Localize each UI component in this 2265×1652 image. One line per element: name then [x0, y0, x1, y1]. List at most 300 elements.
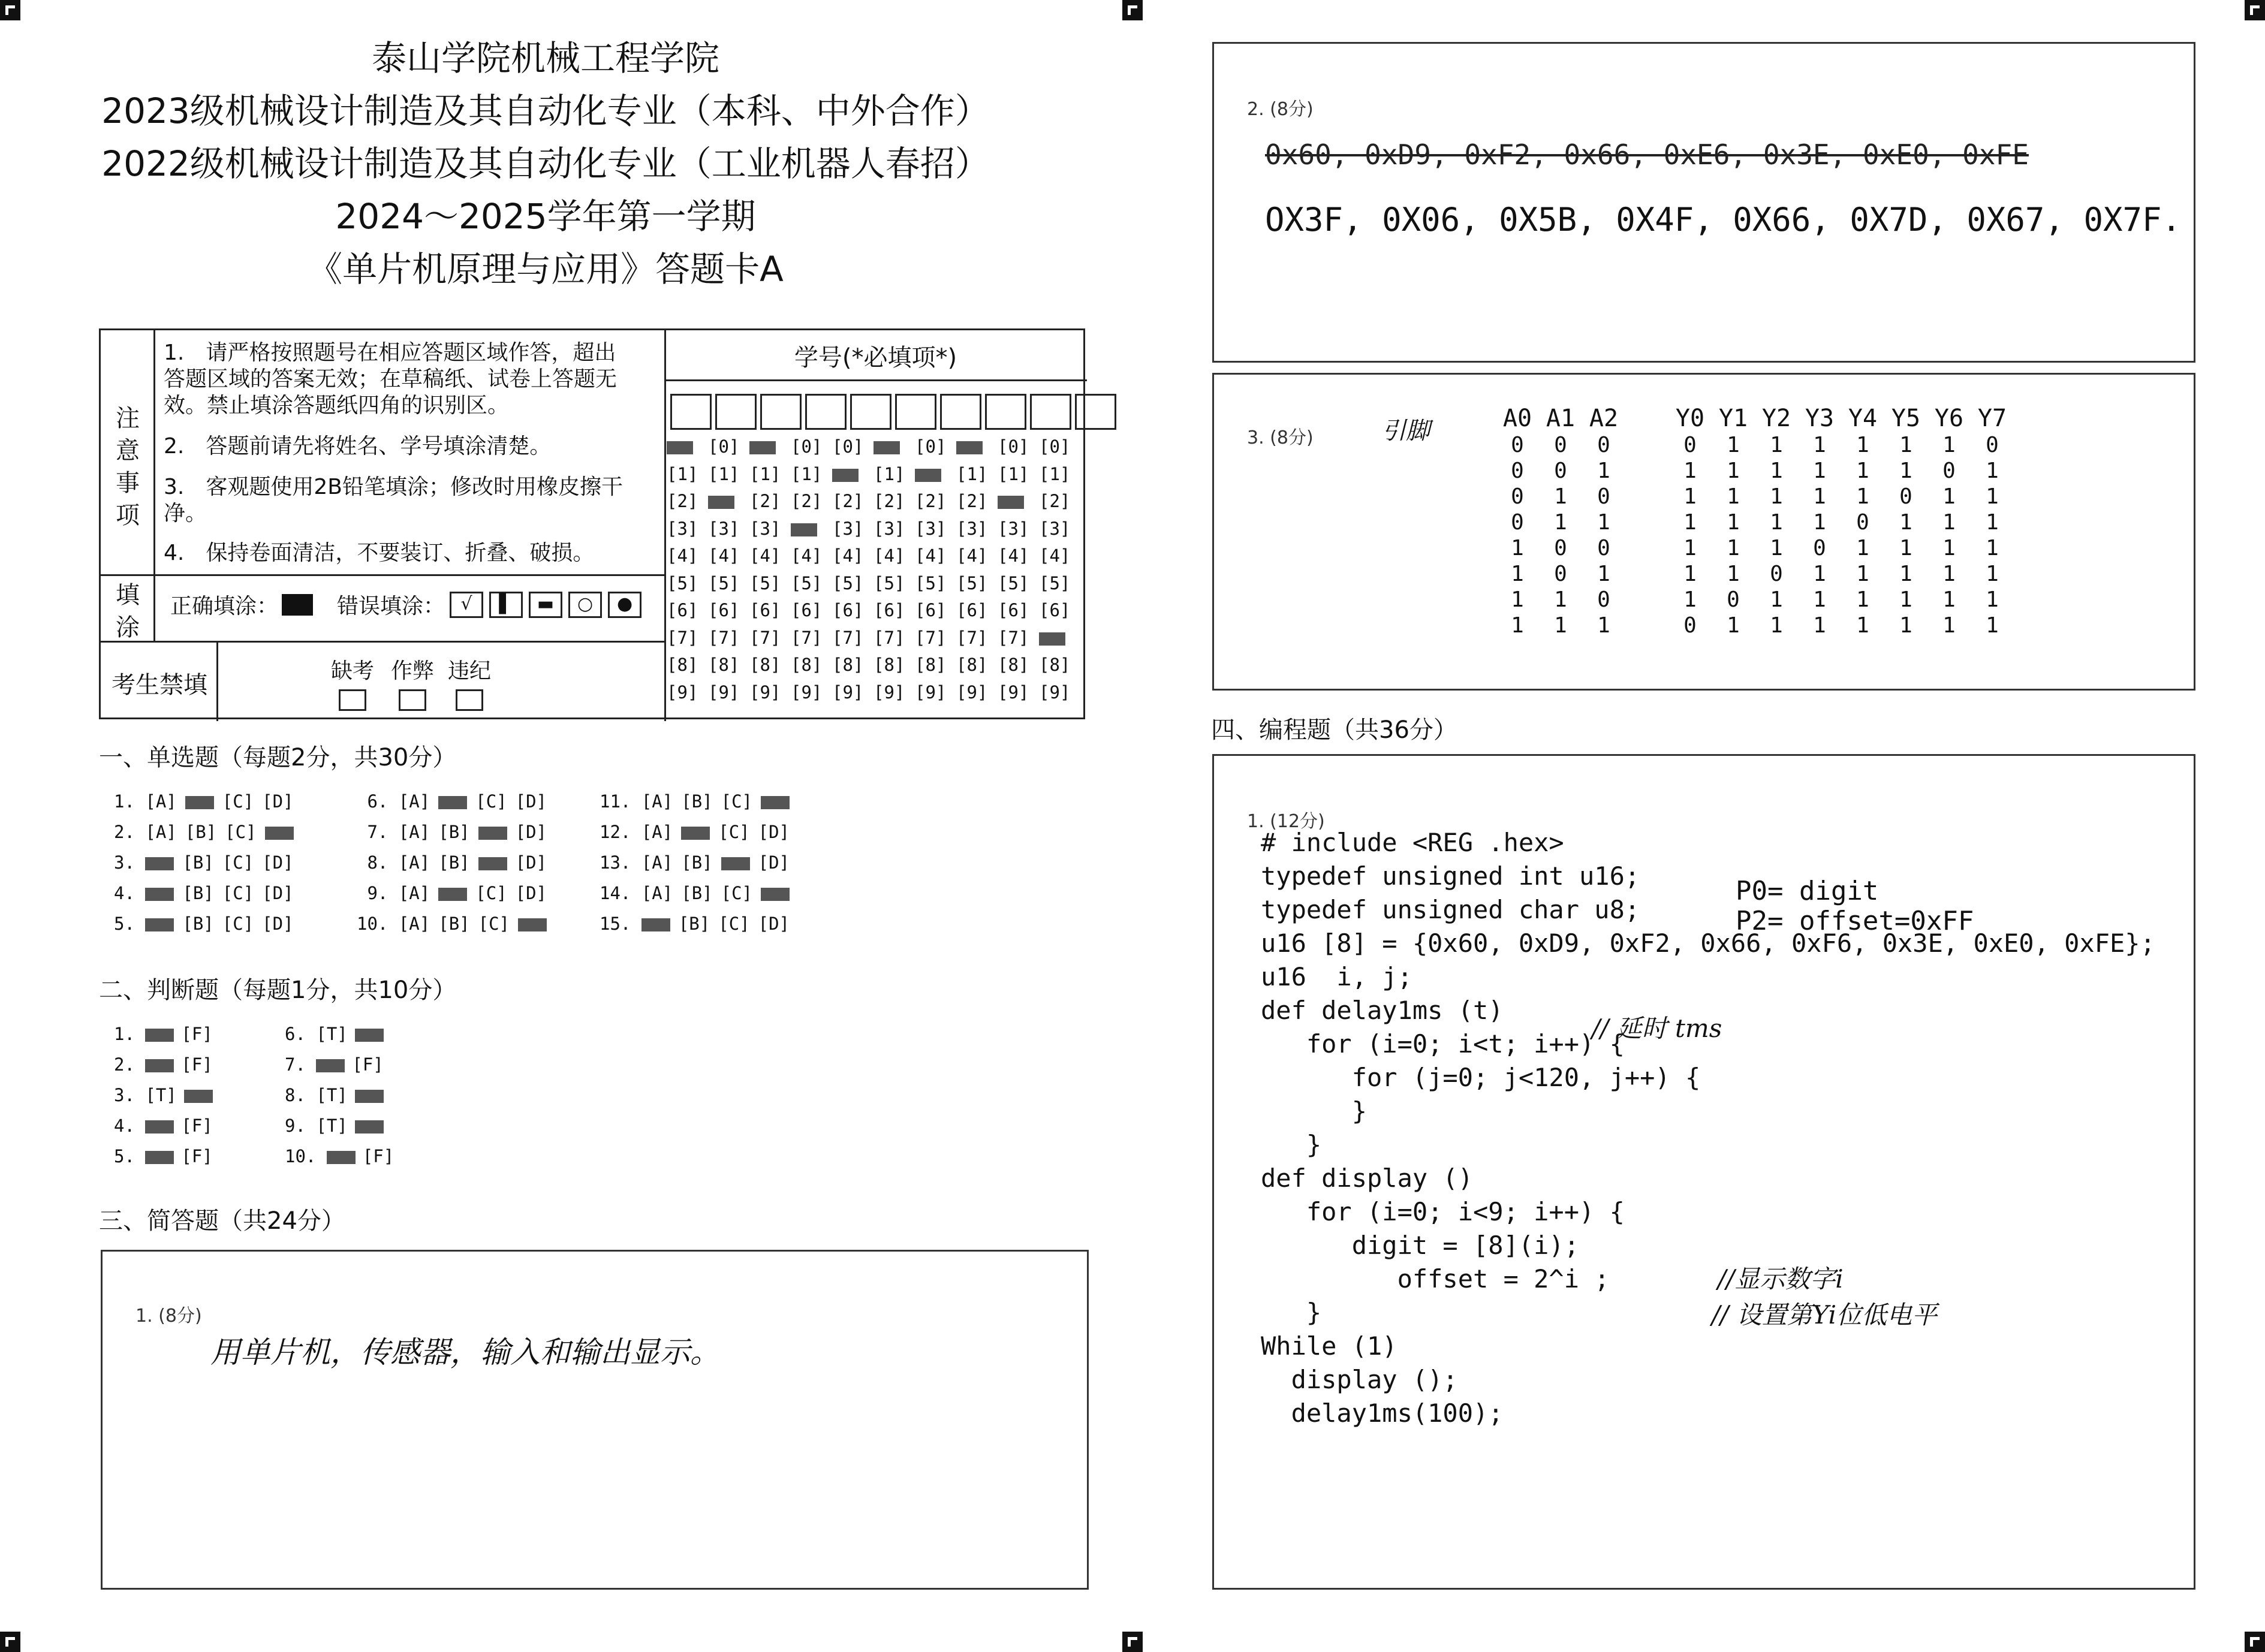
true-false-question-row	[285, 1054, 391, 1075]
option-bubble[interactable]: [C]	[478, 914, 510, 934]
option-bubble[interactable]: [F]	[181, 1024, 213, 1044]
choice-question-row	[114, 852, 302, 873]
option-bubble[interactable]: [A]	[398, 883, 430, 903]
student-id-bubble[interactable]: [4]	[998, 545, 1029, 566]
truth-table-cell: 1	[1856, 562, 1869, 586]
student-id-bubble[interactable]: [2]	[915, 491, 947, 511]
truth-table-cell: 1	[1813, 433, 1826, 457]
student-id-bubble[interactable]: [5]	[667, 572, 698, 593]
registration-mark-top-center	[1122, 0, 1143, 20]
section-programming: 四、编程题（共36分）	[1211, 716, 1457, 744]
student-id-bubble[interactable]: [6]	[956, 600, 988, 620]
filled-bubble-mark[interactable]	[761, 796, 790, 809]
truth-table-cell: 1	[1770, 484, 1783, 509]
student-id-bubble[interactable]: [7]	[667, 627, 698, 648]
filled-bubble-mark[interactable]	[145, 918, 174, 931]
student-id-bubble[interactable]: [9]	[667, 682, 698, 703]
option-bubble[interactable]: [F]	[362, 1146, 394, 1166]
question-number: 14.	[600, 883, 641, 903]
option-bubble[interactable]: [F]	[181, 1116, 213, 1136]
filled-bubble-mark[interactable]	[438, 796, 467, 809]
truth-table-cell: 1	[1942, 587, 1956, 612]
option-bubble[interactable]: [D]	[758, 914, 790, 934]
truth-table-cell: 1	[1770, 510, 1783, 535]
truth-table-cell: 1	[1986, 562, 1999, 586]
short-answer-2-text: OX3F, 0X06, 0X5B, 0X4F, 0X66, 0X7D, 0X67, 0X7F.	[1265, 201, 2182, 239]
truth-table-cell: 0	[1683, 433, 1697, 457]
student-id-bubble[interactable]	[998, 491, 1039, 518]
question-number: 6.	[285, 1024, 317, 1044]
true-false-question-row	[285, 1116, 391, 1136]
filled-bubble-mark[interactable]	[681, 827, 710, 840]
filled-bubble-mark[interactable]	[185, 796, 214, 809]
student-id-bubble[interactable]: [0]	[915, 436, 947, 457]
wrong-fill-sample-5: ●	[608, 592, 641, 618]
student-id-bubble[interactable]: [4]	[874, 545, 905, 566]
filled-bubble-mark[interactable]	[761, 888, 790, 901]
truth-table-cell: 1	[1770, 587, 1783, 612]
option-bubble[interactable]: [C]	[718, 822, 750, 842]
option-bubble[interactable]: [C]	[222, 852, 254, 873]
truth-table-cell: 1	[1554, 484, 1567, 509]
option-bubble[interactable]: [B]	[438, 822, 470, 842]
student-id-bubble[interactable]: [0]	[832, 436, 864, 457]
truth-table-row	[1496, 535, 2014, 561]
student-id-bubble[interactable]: [3]	[708, 518, 740, 539]
code-line: # include <REG .hex>	[1261, 828, 1564, 857]
truth-table-cell: 1	[1899, 510, 1912, 535]
wrong-fill-sample-1: √	[450, 592, 483, 618]
student-id-bubble[interactable]: [3]	[956, 518, 988, 539]
truth-table-cell: Y4	[1848, 405, 1878, 432]
choice-question-row	[600, 791, 798, 812]
option-bubble[interactable]: [A]	[145, 791, 177, 812]
option-bubble[interactable]: [B]	[182, 852, 214, 873]
student-id-bubble[interactable]: [8]	[915, 655, 947, 675]
section-single-choice: 一、单选题（每题2分，共30分）	[99, 744, 457, 771]
truth-table-cell: 1	[1813, 613, 1826, 638]
option-bubble[interactable]: [F]	[181, 1146, 213, 1166]
student-id-bubble[interactable]: [6]	[832, 600, 864, 620]
truth-table-cell: Y5	[1891, 405, 1921, 432]
comment-offset: // 设置第Yi位低电平	[1712, 1300, 1938, 1330]
student-id-bubble[interactable]: [4]	[708, 545, 740, 566]
filled-bubble-mark[interactable]	[721, 857, 750, 870]
filled-bubble-mark[interactable]	[145, 857, 174, 870]
notice-item-2: 2. 答题前请先将姓名、学号填涂清楚。	[164, 434, 552, 459]
option-bubble[interactable]: [B]	[678, 914, 710, 934]
student-id-bubble[interactable]: [1]	[956, 463, 988, 484]
question-number: 8.	[357, 852, 399, 873]
forbidden-opt-cheat[interactable]: 作弊	[382, 654, 442, 711]
truth-table-cell: 1	[1856, 484, 1869, 509]
filled-bubble-mark[interactable]	[316, 1059, 345, 1072]
student-id-bubble[interactable]	[708, 491, 749, 518]
code-line: delay1ms(100);	[1261, 1398, 1504, 1428]
question-number: 6.	[357, 791, 399, 812]
student-id-bubble[interactable]: [8]	[749, 655, 781, 675]
student-id-bubble[interactable]	[956, 436, 998, 464]
student-id-bubble[interactable]: [5]	[998, 572, 1029, 593]
student-id-bubble[interactable]: [6]	[667, 600, 698, 620]
option-bubble[interactable]: [B]	[182, 883, 214, 903]
short-answer-3-box	[1212, 373, 2195, 691]
student-id-bubble[interactable]: [8]	[998, 655, 1029, 675]
section-true-false: 二、判断题（每题1分，共10分）	[99, 976, 457, 1004]
truth-table-cell: 1	[1683, 484, 1697, 509]
option-bubble[interactable]: [C]	[222, 791, 254, 812]
option-bubble[interactable]: [B]	[681, 791, 713, 812]
student-id-bubble[interactable]: [4]	[791, 545, 823, 566]
student-id-bubble[interactable]: [6]	[791, 600, 823, 620]
student-id-bubble[interactable]: [5]	[791, 572, 823, 593]
student-id-bubble[interactable]: [9]	[832, 682, 864, 703]
filled-bubble-mark[interactable]	[145, 1151, 174, 1164]
student-id-bubble[interactable]: [7]	[708, 627, 740, 648]
student-id-bubble[interactable]: [1]	[749, 463, 781, 484]
filled-bubble-mark[interactable]	[518, 918, 547, 931]
option-bubble[interactable]: [T]	[316, 1116, 348, 1136]
correct-fill-label: 正确填涂：	[170, 594, 279, 619]
student-id-bubble[interactable]: [9]	[874, 682, 905, 703]
truth-table-cell: 1	[1856, 587, 1869, 612]
truth-table-cell: 0	[1511, 484, 1524, 509]
option-bubble[interactable]: [C]	[475, 791, 507, 812]
student-id-bubble[interactable]: [5]	[915, 572, 947, 593]
student-id-bubble[interactable]: [4]	[667, 545, 698, 566]
truth-table-row	[1496, 432, 2014, 458]
option-bubble[interactable]: [A]	[641, 852, 673, 873]
question-number: 2.	[114, 822, 146, 842]
truth-table-cell: 0	[1511, 510, 1524, 535]
registration-mark-top-left	[0, 0, 20, 20]
option-bubble[interactable]: [D]	[515, 852, 547, 873]
forbidden-opt-violation[interactable]: 违纪	[436, 654, 502, 711]
truth-table-cell: 1	[1986, 536, 1999, 560]
code-line: for (i=0; i<9; i++) {	[1261, 1197, 1625, 1226]
filled-bubble-mark[interactable]	[478, 857, 507, 870]
registration-mark-bottom-center	[1122, 1632, 1143, 1652]
student-id-bubble[interactable]: [1]	[667, 463, 698, 484]
truth-table-cell: 1	[1899, 536, 1912, 560]
truth-table-row	[1496, 613, 2014, 638]
truth-table-row	[1496, 587, 2014, 613]
truth-table-cell: 0	[1554, 536, 1567, 560]
student-id-bubble[interactable]: [5]	[1039, 572, 1071, 593]
student-id-bubble[interactable]: [8]	[1039, 655, 1071, 675]
question-number: 2.	[114, 1054, 146, 1075]
student-id-bubble[interactable]: [6]	[998, 600, 1029, 620]
filled-bubble-mark	[832, 469, 859, 482]
option-bubble[interactable]: [A]	[641, 791, 673, 812]
forbidden-opt-absent[interactable]: 缺考	[323, 654, 382, 711]
option-bubble[interactable]: [A]	[145, 822, 177, 842]
student-id-bubble[interactable]: [2]	[874, 491, 905, 511]
student-id-bubble[interactable]: [0]	[791, 436, 823, 457]
student-id-bubble[interactable]: [4]	[832, 545, 864, 566]
option-bubble[interactable]: [A]	[641, 822, 673, 842]
option-bubble[interactable]: [B]	[438, 914, 470, 934]
truth-table-row	[1496, 510, 2014, 535]
question-number: 13.	[600, 852, 641, 873]
code-line: digit = [8](i);	[1261, 1231, 1580, 1260]
student-id-boxes	[670, 394, 1116, 430]
student-id-bubble[interactable]: [7]	[791, 627, 823, 648]
student-id-bubble[interactable]: [5]	[832, 572, 864, 593]
filled-bubble-mark[interactable]	[145, 888, 174, 901]
code-line: While (1)	[1261, 1331, 1397, 1361]
filled-bubble-mark[interactable]	[145, 1120, 174, 1134]
student-id-bubble[interactable]: [7]	[749, 627, 781, 648]
code-line: typedef unsigned int u16;	[1261, 861, 1640, 891]
choice-question-row	[357, 883, 555, 903]
student-id-bubble[interactable]: [3]	[1039, 518, 1071, 539]
student-id-bubble[interactable]	[832, 464, 874, 492]
choice-question-row	[600, 822, 798, 842]
filled-bubble-mark[interactable]	[478, 827, 507, 840]
question-number: 3.	[114, 1085, 146, 1105]
filled-bubble-mark[interactable]	[355, 1090, 384, 1103]
option-bubble[interactable]: [D]	[262, 791, 294, 812]
student-id-bubble[interactable]: [3]	[874, 518, 905, 539]
student-id-row	[667, 436, 1080, 464]
truth-table-cell: 0	[1942, 459, 1956, 483]
truth-table-cell: 0	[1554, 459, 1567, 483]
student-id-bubble[interactable]: [6]	[1039, 600, 1071, 620]
student-id-bubble[interactable]: [9]	[749, 682, 781, 703]
choice-question-row	[357, 852, 555, 873]
option-bubble[interactable]: [B]	[438, 852, 470, 873]
student-id-row	[667, 682, 1080, 710]
question-number: 4.	[114, 1116, 146, 1136]
student-id-row	[667, 628, 1080, 655]
option-bubble[interactable]: [B]	[185, 822, 217, 842]
student-id-row	[667, 600, 1080, 628]
option-bubble[interactable]: [D]	[262, 914, 294, 934]
option-bubble[interactable]: [B]	[681, 852, 713, 873]
student-id-bubble[interactable]: [8]	[667, 655, 698, 675]
filled-bubble-mark[interactable]	[145, 1059, 174, 1072]
option-bubble[interactable]: [C]	[225, 822, 257, 842]
student-id-bubble[interactable]: [5]	[708, 572, 740, 593]
filled-bubble-mark[interactable]	[327, 1151, 356, 1164]
student-id-bubble[interactable]: [3]	[998, 518, 1029, 539]
student-id-bubble[interactable]: [9]	[998, 682, 1029, 703]
student-id-bubble[interactable]: [6]	[708, 600, 740, 620]
student-id-bubble[interactable]: [3]	[749, 518, 781, 539]
registration-mark-bottom-right	[2245, 1632, 2265, 1652]
option-bubble[interactable]: [C]	[718, 914, 750, 934]
student-id-bubble[interactable]	[791, 518, 832, 546]
student-id-bubble[interactable]: [0]	[1039, 436, 1071, 457]
student-id-bubble[interactable]: [8]	[791, 655, 823, 675]
student-id-bubble[interactable]: [2]	[749, 491, 781, 511]
filled-bubble-mark[interactable]	[145, 1029, 174, 1042]
student-id-bubble[interactable]: [2]	[791, 491, 823, 511]
option-bubble[interactable]: [C]	[721, 791, 753, 812]
notice-label: 注意事项	[116, 405, 140, 529]
option-bubble[interactable]: [T]	[316, 1085, 348, 1105]
student-id-bubble[interactable]: [9]	[708, 682, 740, 703]
truth-table-cell: 1	[1986, 613, 1999, 638]
truth-table-cell: 1	[1554, 510, 1567, 535]
option-bubble[interactable]: [T]	[316, 1024, 348, 1044]
student-id-bubble[interactable]: [5]	[749, 572, 781, 593]
option-bubble[interactable]: [D]	[758, 852, 790, 873]
truth-table-cell: Y1	[1718, 405, 1748, 432]
student-id-bubble[interactable]	[1039, 628, 1080, 655]
truth-table-cell: 1	[1899, 562, 1912, 586]
filled-bubble-mark[interactable]	[184, 1090, 213, 1103]
decoder-truth-table	[1496, 405, 2014, 638]
short-answer-2-label: 2. (8分)	[1247, 99, 1314, 120]
filled-bubble-mark	[1039, 632, 1065, 646]
option-bubble[interactable]: [B]	[681, 883, 713, 903]
student-id-bubble[interactable]	[915, 464, 956, 492]
student-id-bubble[interactable]: [8]	[956, 655, 988, 675]
option-bubble[interactable]: [A]	[641, 883, 673, 903]
student-id-bubble[interactable]: [9]	[956, 682, 988, 703]
truth-table-cell: 1	[1597, 510, 1610, 535]
student-id-bubble[interactable]: [2]	[832, 491, 864, 511]
option-bubble[interactable]: [D]	[262, 852, 294, 873]
student-id-bubble[interactable]: [0]	[998, 436, 1029, 457]
student-id-bubble[interactable]	[874, 436, 915, 464]
choice-question-row	[357, 914, 555, 934]
option-bubble[interactable]: [A]	[398, 914, 430, 934]
student-id-row	[667, 545, 1080, 573]
student-id-bubble[interactable]: [3]	[832, 518, 864, 539]
option-bubble[interactable]: [A]	[398, 852, 430, 873]
student-id-bubble[interactable]: [6]	[874, 600, 905, 620]
student-id-bubble[interactable]: [2]	[667, 491, 698, 511]
true-false-question-row	[114, 1146, 220, 1166]
filled-bubble-mark[interactable]	[641, 918, 670, 931]
filled-bubble-mark[interactable]	[355, 1029, 384, 1042]
student-id-bubble[interactable]: [1]	[1039, 463, 1071, 484]
question-number: 1.	[114, 1024, 146, 1044]
option-bubble[interactable]: [C]	[222, 914, 254, 934]
truth-table-cell: 1	[1813, 510, 1826, 535]
filled-bubble-mark[interactable]	[355, 1120, 384, 1134]
truth-table-cell: 1	[1942, 562, 1956, 586]
student-id-bubble[interactable]: [1]	[874, 463, 905, 484]
student-id-bubble[interactable]: [6]	[749, 600, 781, 620]
option-bubble[interactable]: [D]	[515, 883, 547, 903]
student-id-bubble[interactable]: [4]	[915, 545, 947, 566]
student-id-bubble[interactable]: [8]	[874, 655, 905, 675]
truth-table-cell: 0	[1727, 587, 1740, 612]
student-id-bubble[interactable]: [0]	[708, 436, 740, 457]
student-id-bubble[interactable]: [7]	[874, 627, 905, 648]
option-bubble[interactable]: [B]	[182, 914, 214, 934]
truth-table-cell	[1625, 587, 1668, 613]
student-id-bubble[interactable]: [4]	[1039, 545, 1071, 566]
student-id-bubble[interactable]: [7]	[832, 627, 864, 648]
truth-table-cell: 1	[1942, 536, 1956, 560]
truth-table-cell: A0	[1502, 405, 1532, 432]
truth-table-cell: 1	[1511, 587, 1524, 612]
option-bubble[interactable]: [A]	[398, 822, 430, 842]
student-id-bubble[interactable]: [9]	[791, 682, 823, 703]
wrong-fill-label: 错误填涂：	[337, 594, 445, 619]
option-bubble[interactable]: [D]	[758, 822, 790, 842]
truth-table-cell: 1	[1727, 562, 1740, 586]
filled-bubble-mark	[667, 441, 693, 454]
filled-bubble-mark[interactable]	[265, 827, 294, 840]
student-id-bubble[interactable]: [7]	[915, 627, 947, 648]
truth-table-row	[1496, 458, 2014, 484]
student-id-bubble[interactable]: [5]	[956, 572, 988, 593]
student-id-bubble[interactable]: [3]	[915, 518, 947, 539]
student-id-bubble[interactable]: [5]	[874, 572, 905, 593]
student-id-bubble[interactable]: [4]	[749, 545, 781, 566]
short-answer-2-struck: 0x60, 0xD9, 0xF2, 0x66, 0xE6, 0x3E, 0xE0, 0xFE	[1265, 138, 2029, 171]
option-bubble[interactable]: [D]	[515, 791, 547, 812]
student-id-row	[667, 464, 1080, 492]
student-id-bubble[interactable]: [2]	[956, 491, 988, 511]
truth-table-cell: 1	[1770, 613, 1783, 638]
section-short-answer: 三、简答题（共24分）	[99, 1207, 345, 1235]
student-id-bubble[interactable]	[749, 436, 791, 464]
option-bubble[interactable]: [C]	[222, 883, 254, 903]
truth-table-cell: 1	[1597, 562, 1610, 586]
student-id-bubble[interactable]: [6]	[915, 600, 947, 620]
code-line: display ();	[1261, 1365, 1458, 1394]
student-id-row	[667, 655, 1080, 682]
student-id-bubble[interactable]: [2]	[1039, 491, 1071, 511]
filled-bubble-mark[interactable]	[438, 888, 467, 901]
student-id-bubble[interactable]: [1]	[708, 463, 740, 484]
truth-table-cell	[1625, 432, 1668, 458]
truth-table-cell: 1	[1942, 510, 1956, 535]
option-bubble[interactable]: [F]	[181, 1054, 213, 1075]
student-id-bubble[interactable]: [7]	[956, 627, 988, 648]
option-bubble[interactable]: [C]	[475, 883, 507, 903]
student-id-bubble[interactable]: [4]	[956, 545, 988, 566]
truth-table-cell: 0	[1597, 484, 1610, 509]
wrong-fill-sample-4: ○	[568, 592, 602, 618]
student-id-bubble[interactable]: [1]	[998, 463, 1029, 484]
option-bubble[interactable]: [A]	[398, 791, 430, 812]
student-id-bubble[interactable]: [8]	[708, 655, 740, 675]
note-p2: P2= offset=0xFF	[1736, 906, 1974, 936]
option-bubble[interactable]: [T]	[145, 1085, 177, 1105]
option-bubble[interactable]: [D]	[262, 883, 294, 903]
student-id-bubble[interactable]: [8]	[832, 655, 864, 675]
option-bubble[interactable]: [D]	[515, 822, 547, 842]
short-answer-1-label: 1. (8分)	[135, 1306, 202, 1327]
code-line: def display ()	[1261, 1163, 1474, 1193]
option-bubble[interactable]: [F]	[352, 1054, 384, 1075]
student-id-bubble[interactable]: [9]	[915, 682, 947, 703]
student-id-bubble[interactable]	[667, 436, 708, 464]
student-id-bubble[interactable]: [9]	[1039, 682, 1071, 703]
truth-table-cell: 0	[1986, 433, 1999, 457]
truth-table-cell: 1	[1986, 459, 1999, 483]
true-false-question-row	[114, 1024, 220, 1044]
student-id-bubble[interactable]: [7]	[998, 627, 1029, 648]
truth-table-cell: 0	[1813, 536, 1826, 560]
student-id-bubble[interactable]: [1]	[791, 463, 823, 484]
student-id-bubble[interactable]: [3]	[667, 518, 698, 539]
truth-table-cell: 1	[1899, 459, 1912, 483]
question-number: 1.	[114, 791, 146, 812]
option-bubble[interactable]: [C]	[721, 883, 753, 903]
question-number: 12.	[600, 822, 641, 842]
short-answer-3-prefix: 引脚	[1382, 417, 1430, 445]
truth-table-cell: 1	[1986, 510, 1999, 535]
